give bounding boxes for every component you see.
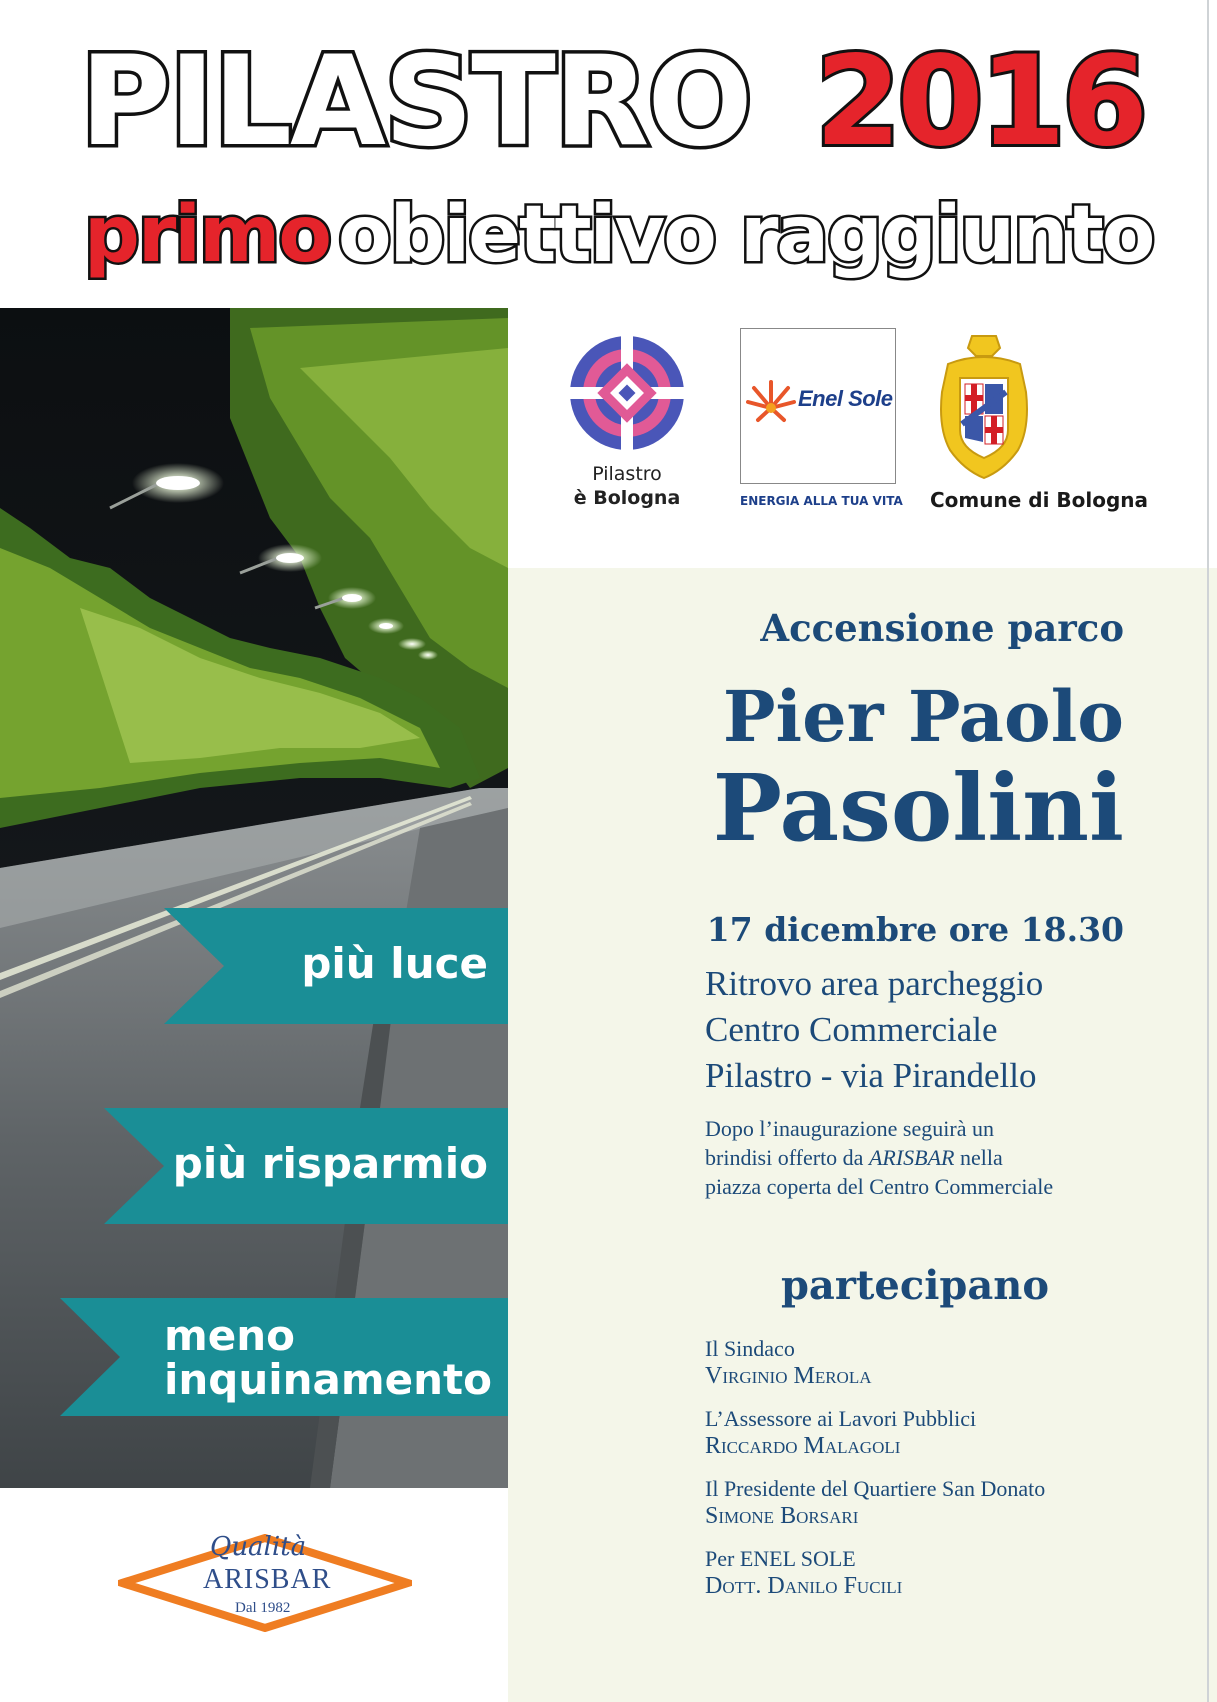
park-name-line1: Pier Paolo xyxy=(722,675,1124,758)
arisbar-mention: ARISBAR xyxy=(868,1145,955,1170)
ribbon-label-piu-luce: più luce xyxy=(301,939,488,988)
pilastro-logo-caption: Pilastro è Bologna xyxy=(573,463,681,509)
arisbar-name: ARISBAR xyxy=(203,1564,332,1595)
participant-role: Il Sindaco xyxy=(705,1336,795,1361)
enel-sole-name: Enel Sole xyxy=(798,386,893,411)
ribbon-meno-inquinamento xyxy=(60,1298,528,1416)
poster-year: 2016 xyxy=(815,30,1145,174)
arisbar-qualita: Qualità xyxy=(210,1532,307,1562)
poster-title: PILASTRO xyxy=(80,30,751,174)
page-edge-line xyxy=(1207,0,1209,1702)
participant-name: Dott. Danilo Fucili xyxy=(705,1573,903,1599)
pilastro-logo xyxy=(568,334,686,456)
note-line-1: Dopo l’inaugurazione seguirà un xyxy=(705,1116,994,1141)
subtitle-text: obiettivo raggiunto xyxy=(338,190,1154,280)
location-line-2: Centro Commerciale xyxy=(705,1010,998,1049)
ribbon-label-meno-inquinamento: meno inquinamento xyxy=(164,1311,492,1405)
event-headline: Accensione parco xyxy=(760,606,1124,650)
ribbon-piu-risparmio xyxy=(104,1108,528,1224)
enel-sun-icon xyxy=(746,378,796,428)
participant-name: Riccardo Malagoli xyxy=(705,1433,901,1459)
note-line-3: piazza coperta del Centro Commerciale xyxy=(705,1174,1054,1199)
participant-name: Virginio Merola xyxy=(705,1363,872,1389)
ribbon-label-piu-risparmio: più risparmio xyxy=(172,1139,488,1188)
participant-role: Per ENEL SOLE xyxy=(705,1546,856,1571)
event-date-time: 17 dicembre ore 18.30 xyxy=(706,910,1124,949)
arisbar-since: Dal 1982 xyxy=(235,1600,291,1616)
location-line-1: Ritrovo area parcheggio xyxy=(705,964,1044,1003)
participant-role: L’Assessore ai Lavori Pubblici xyxy=(705,1406,977,1431)
subtitle-highlight: primo xyxy=(84,190,330,280)
comune-di-bologna-caption: Comune di Bologna xyxy=(930,488,1149,512)
participant-name: Simone Borsari xyxy=(705,1503,859,1529)
participants-heading: partecipano xyxy=(780,1262,1050,1309)
note-line-2: brindisi offerto da ARISBAR nella xyxy=(705,1145,1003,1170)
park-name-line2: Pasolini xyxy=(712,754,1124,862)
location-line-3: Pilastro - via Pirandello xyxy=(705,1056,1037,1095)
enel-sole-tagline: ENERGIA ALLA TUA VITA xyxy=(740,494,903,508)
comune-di-bologna-crest xyxy=(934,332,1034,486)
participant-role: Il Presidente del Quartiere San Donato xyxy=(705,1476,1046,1501)
ribbon-piu-luce xyxy=(164,908,528,1024)
